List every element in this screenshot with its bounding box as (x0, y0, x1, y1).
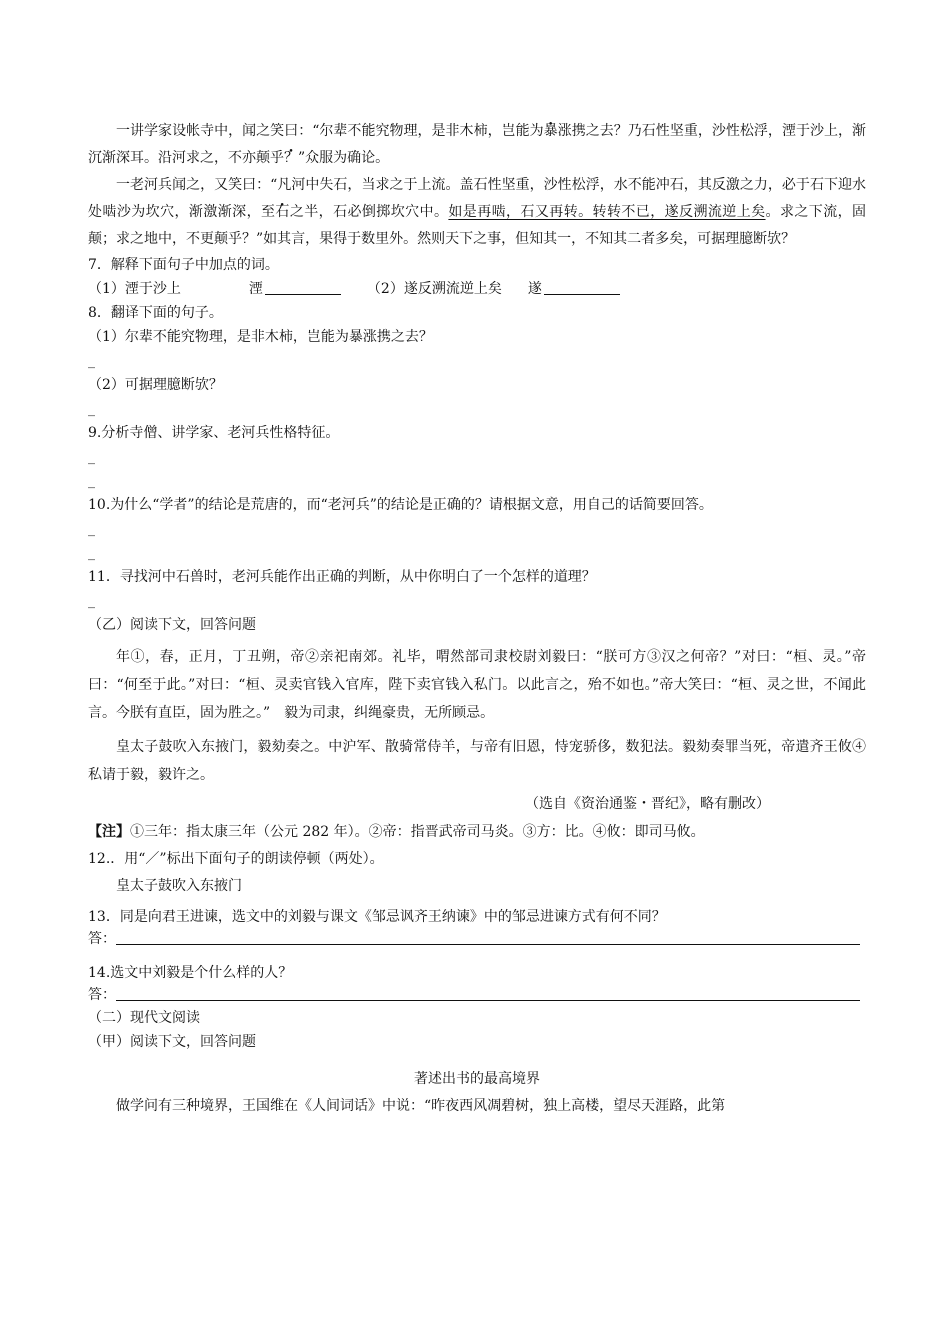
question-12-sentence: 皇太子鼓吹入东掖门 (116, 878, 242, 894)
question-9: 9.分析寺僧、讲学家、老河兵性格特征。 (88, 425, 340, 441)
underlined-sentence: 如是再啮，石又再转。转转不已，遂反溯流逆上矣 (448, 204, 766, 220)
question-8-sentence-1: （1）尔辈不能究物理，是非木柿，岂能为暴涨携之去？ (88, 329, 433, 345)
passage-paragraph-2: 一老河兵闻之，又笑曰：“凡河中失石，当求之于上流。盖石性坚重，沙性松浮，水不能冲石，其反激之力，必于石下迎水处啮沙为坎穴，渐激渐深，至石之半，石必倒掷坎穴中。如是再啮，石又再转。转转不已，遂反溯流逆上矣。求之下流，固颠；求之地中，不更颠乎？”如其言，果得于数里外。然则天下之事，但知其一，不知其二者多矣，可据理臆断欤？ (88, 177, 867, 247)
question-13-answer: 答： (88, 928, 866, 950)
answer-dash[interactable]: _ (88, 353, 95, 369)
answer-dash[interactable]: _ (88, 401, 95, 417)
answer-line[interactable] (116, 930, 860, 945)
question-14-answer: 答： (88, 984, 866, 1006)
dotted-word: 乎 (270, 150, 284, 166)
question-12-title: 12.．用“／”标出下面句子的朗读停顿（两处）。 (88, 851, 384, 867)
question-10: 10.为什么“学者”的结论是荒唐的，而“老河兵”的结论是正确的？请根据文意，用自己的话简要回答。 (88, 497, 713, 513)
answer-dash[interactable]: _ (88, 473, 95, 489)
question-13-title: 13．同是向君王进谏，选文中的刘毅与课文《邹忌讽齐王纳谏》中的邹忌进谏方式有何不同？ (88, 909, 666, 925)
answer-dash[interactable]: _ (88, 521, 95, 537)
dotted-word: 至 (260, 204, 276, 220)
answer-blank[interactable] (544, 280, 620, 295)
answer-line[interactable] (116, 986, 860, 1001)
section-yi-heading: （乙）阅读下文，回答问题 (88, 617, 256, 633)
yi-paragraph-1: 年①，春，正月，丁丑朔，帝②亲祀南郊。礼毕，喟然部司隶校尉刘毅曰：“朕可方③汉之何帝？”对曰：“桓、灵。”帝曰：“何至于此。”对曰：“桓、灵卖官钱入官库，陛下卖官钱入私门。以此言之，殆不如也。”帝大笑曰：“桓、灵之世，不闻此言。今朕有直臣，固为胜之。” 毅为司隶，纠绳豪贵，无所顾忌。 (88, 649, 866, 721)
source-citation: （选自《资治通鉴・晋纪》，略有删改） (525, 796, 770, 812)
question-8-title: 8．翻译下面的句子。 (88, 305, 223, 321)
answer-blank[interactable] (265, 280, 341, 295)
answer-dash[interactable]: _ (88, 593, 95, 609)
document-page (88, 118, 866, 1120)
modern-reading-heading: （二）现代文阅读 (88, 1010, 200, 1026)
question-7-items: （1）湮于沙上 湮 （2）遂反溯流逆上矣 遂 (88, 277, 866, 301)
dotted-word: 为 (529, 123, 544, 139)
answer-dash[interactable]: _ (88, 545, 95, 561)
question-8-sentence-2: （2）可据理臆断欤？ (88, 377, 223, 393)
annotation-note: 【注】①三年：指太康三年（公元 282 年）。②帝：指晋武帝司马炎。③方：比。④攸：即司马攸。 (88, 824, 705, 840)
article-title: 著述出书的最高境界 (414, 1071, 540, 1087)
answer-dash[interactable]: _ (88, 449, 95, 465)
modern-reading-subheading: （甲）阅读下文，回答问题 (88, 1034, 256, 1050)
question-11: 11．寻找河中石兽时，老河兵能作出正确的判断，从中你明白了一个怎样的道理？ (88, 569, 596, 585)
article-paragraph-1: 做学问有三种境界，王国维在《人间词话》中说：“昨夜西风凋碧树，独上高楼，望尽天涯路，此第 (116, 1098, 726, 1114)
question-7-title: 7．解释下面句子中加点的词。 (88, 257, 279, 273)
yi-paragraph-2: 皇太子鼓吹入东掖门，毅劾奏之。中沪军、散骑常侍羊，与帝有旧恩，恃宠骄侈，数犯法。毅劾奏罪当死，帝遣齐王攸④私请于毅，毅许之。 (88, 739, 866, 783)
question-14-title: 14.选文中刘毅是个什么样的人？ (88, 965, 293, 981)
passage-paragraph-1: 一讲学家设帐寺中，闻之笑曰：“尔辈不能究物理，是非木柿，岂能为暴涨携之去？乃石性坚重，沙性松浮，湮于沙上，渐沉渐深耳。沿河求之，不亦颠乎？”众服为确论。 (88, 123, 867, 166)
